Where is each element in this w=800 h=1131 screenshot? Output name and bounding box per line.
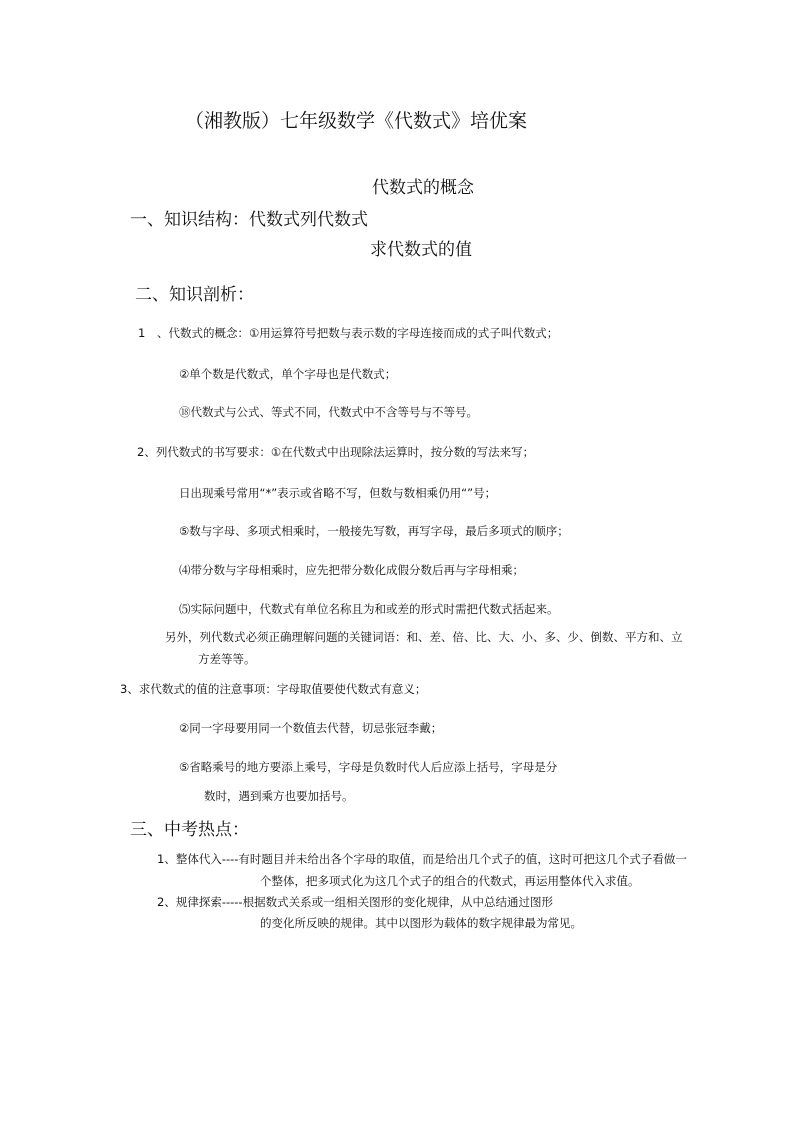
item2-sub5: ⑸实际问题中，代数式有单位名称且为和或差的形式时需把代数式括起来。 <box>179 602 559 616</box>
item2-text: 2、列代数式的书写要求：①在代数式中出现除法运算时，按分数的写法来写； <box>137 445 535 459</box>
section2-heading: 二、知识剖析： <box>135 285 254 305</box>
item1-sub3: ⑱代数式与公式、等式不同，代数式中不含等号与不等号。 <box>179 405 478 419</box>
hotspot1-line1: 1、整体代入----有时题目并未给出各个字母的取值，而是给出几个式子的值，这时可把这几个式子看做一 <box>157 852 687 866</box>
item3-sub3-line1: ⑤省略乘号的地方要添上乘号，字母是负数时代人后应添上括号，字母是分 <box>179 760 558 774</box>
item2-sub3: ⑤数与字母、多项式相乘时，一般接先写数，再写字母，最后多项式的顺序； <box>179 524 569 538</box>
hotspot2-line2: 的变化所反映的规律。其中以图形为载体的数字规律最为常见。 <box>260 916 582 930</box>
item2-sub4: ⑷带分数与字母相乘时，应先把带分数化成假分数后再与字母相乘； <box>179 563 524 577</box>
hotspot2-line1: 2、规律探索-----根据数式关系或一组相关图形的变化规律，从中总结通过图形 <box>157 895 554 909</box>
item3-sub3-line2: 数时，遇到乘方也要加括号。 <box>204 789 354 803</box>
item1-text: 、代数式的概念：①用运算符号把数与表示数的字母连接而成的式子叫代数式； <box>157 326 559 340</box>
section3-heading: 三、中考热点： <box>130 820 249 840</box>
section1-heading-continued: 求代数式的值 <box>370 240 472 260</box>
item2-note-line2: 方差等等。 <box>198 652 256 666</box>
item3-text: 3、求代数式的值的注意事项：字母取值要使代数式有意义； <box>120 682 427 696</box>
hotspot1-line2: 个整体，把多项式化为这几个式子的组合的代数式，再运用整体代入求值。 <box>260 874 640 888</box>
section1-heading: 一、知识结构：代数式列代数式 <box>130 210 368 230</box>
document-subtitle: 代数式的概念 <box>372 178 474 198</box>
item3-sub2: ②同一字母要用同一个数值去代替，切忌张冠李戴； <box>179 721 443 735</box>
item1-sub2: ②单个数是代数式，单个字母也是代数式； <box>179 367 397 381</box>
item2-note-line1: 另外，列代数式必须正确理解问题的关键词语：和、差、倍、比、大、小、多、少、倒数、平方和、立 <box>165 630 683 644</box>
item1-number: 1 <box>138 326 146 340</box>
document-title: （湘教版）七年级数学《代数式》培优案 <box>185 110 528 132</box>
item2-sub2: 日出现乘号常用“*”表示或省略不写，但数与数相乘仍用“”号； <box>179 486 497 500</box>
